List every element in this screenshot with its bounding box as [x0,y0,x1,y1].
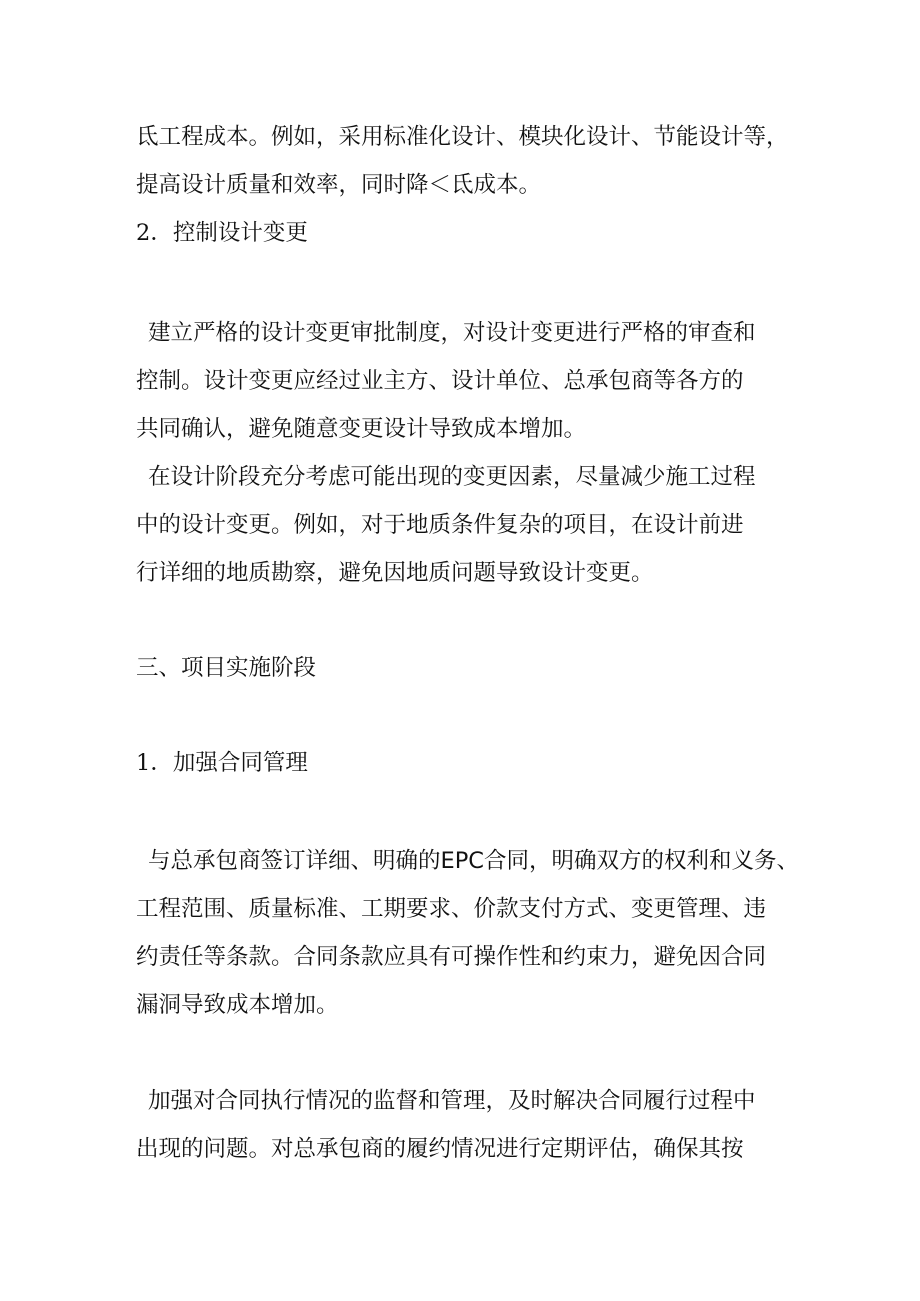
body-text-line: 与总承包商签订详细、明确的EPC合同，明确双方的权利和义务、 [148,848,799,874]
body-text-line: 加强对合同执行情况的监督和管理，及时解决合同履行过程中 [148,1088,756,1114]
body-text-line: 提高设计质量和效率，同时降＜氐成本。 [136,172,542,198]
body-text-line: 工程范围、质量标准、工期要求、价款支付方式、变更管理、违 [136,896,767,922]
body-text-line: 出现的问题。对总承包商的履约情况进行定期评估，确保其按 [136,1136,744,1162]
body-text-line: 建立严格的设计变更审批制度，对设计变更进行严格的审查和 [148,320,756,346]
body-text-line: 中的设计变更。例如，对于地质条件复杂的项目，在设计前进 [136,512,744,538]
body-text-line: 约责任等条款。合同条款应具有可操作性和约束力，避免因合同 [136,944,767,970]
body-text-line: 氐工程成本。例如，采用标准化设计、模块化设计、节能设计等， [136,124,789,150]
chapter-heading: 三、项目实施阶段 [136,655,317,681]
body-text-line: 行详细的地质勘察，避免因地质问题导致设计变更。 [136,560,654,586]
section-heading: 1．加强合同管理 [136,750,308,776]
body-text-line: 控制。设计变更应经过业主方、设计单位、总承包商等各方的 [136,368,744,394]
body-text-line: 漏洞导致成本增加。 [136,992,339,1018]
section-heading: 2．控制设计变更 [136,220,308,246]
body-text-line: 在设计阶段充分考虑可能出现的变更因素，尽量减少施工过程 [148,464,756,490]
body-text-line: 共同确认，避免随意变更设计导致成本增加。 [136,416,587,442]
